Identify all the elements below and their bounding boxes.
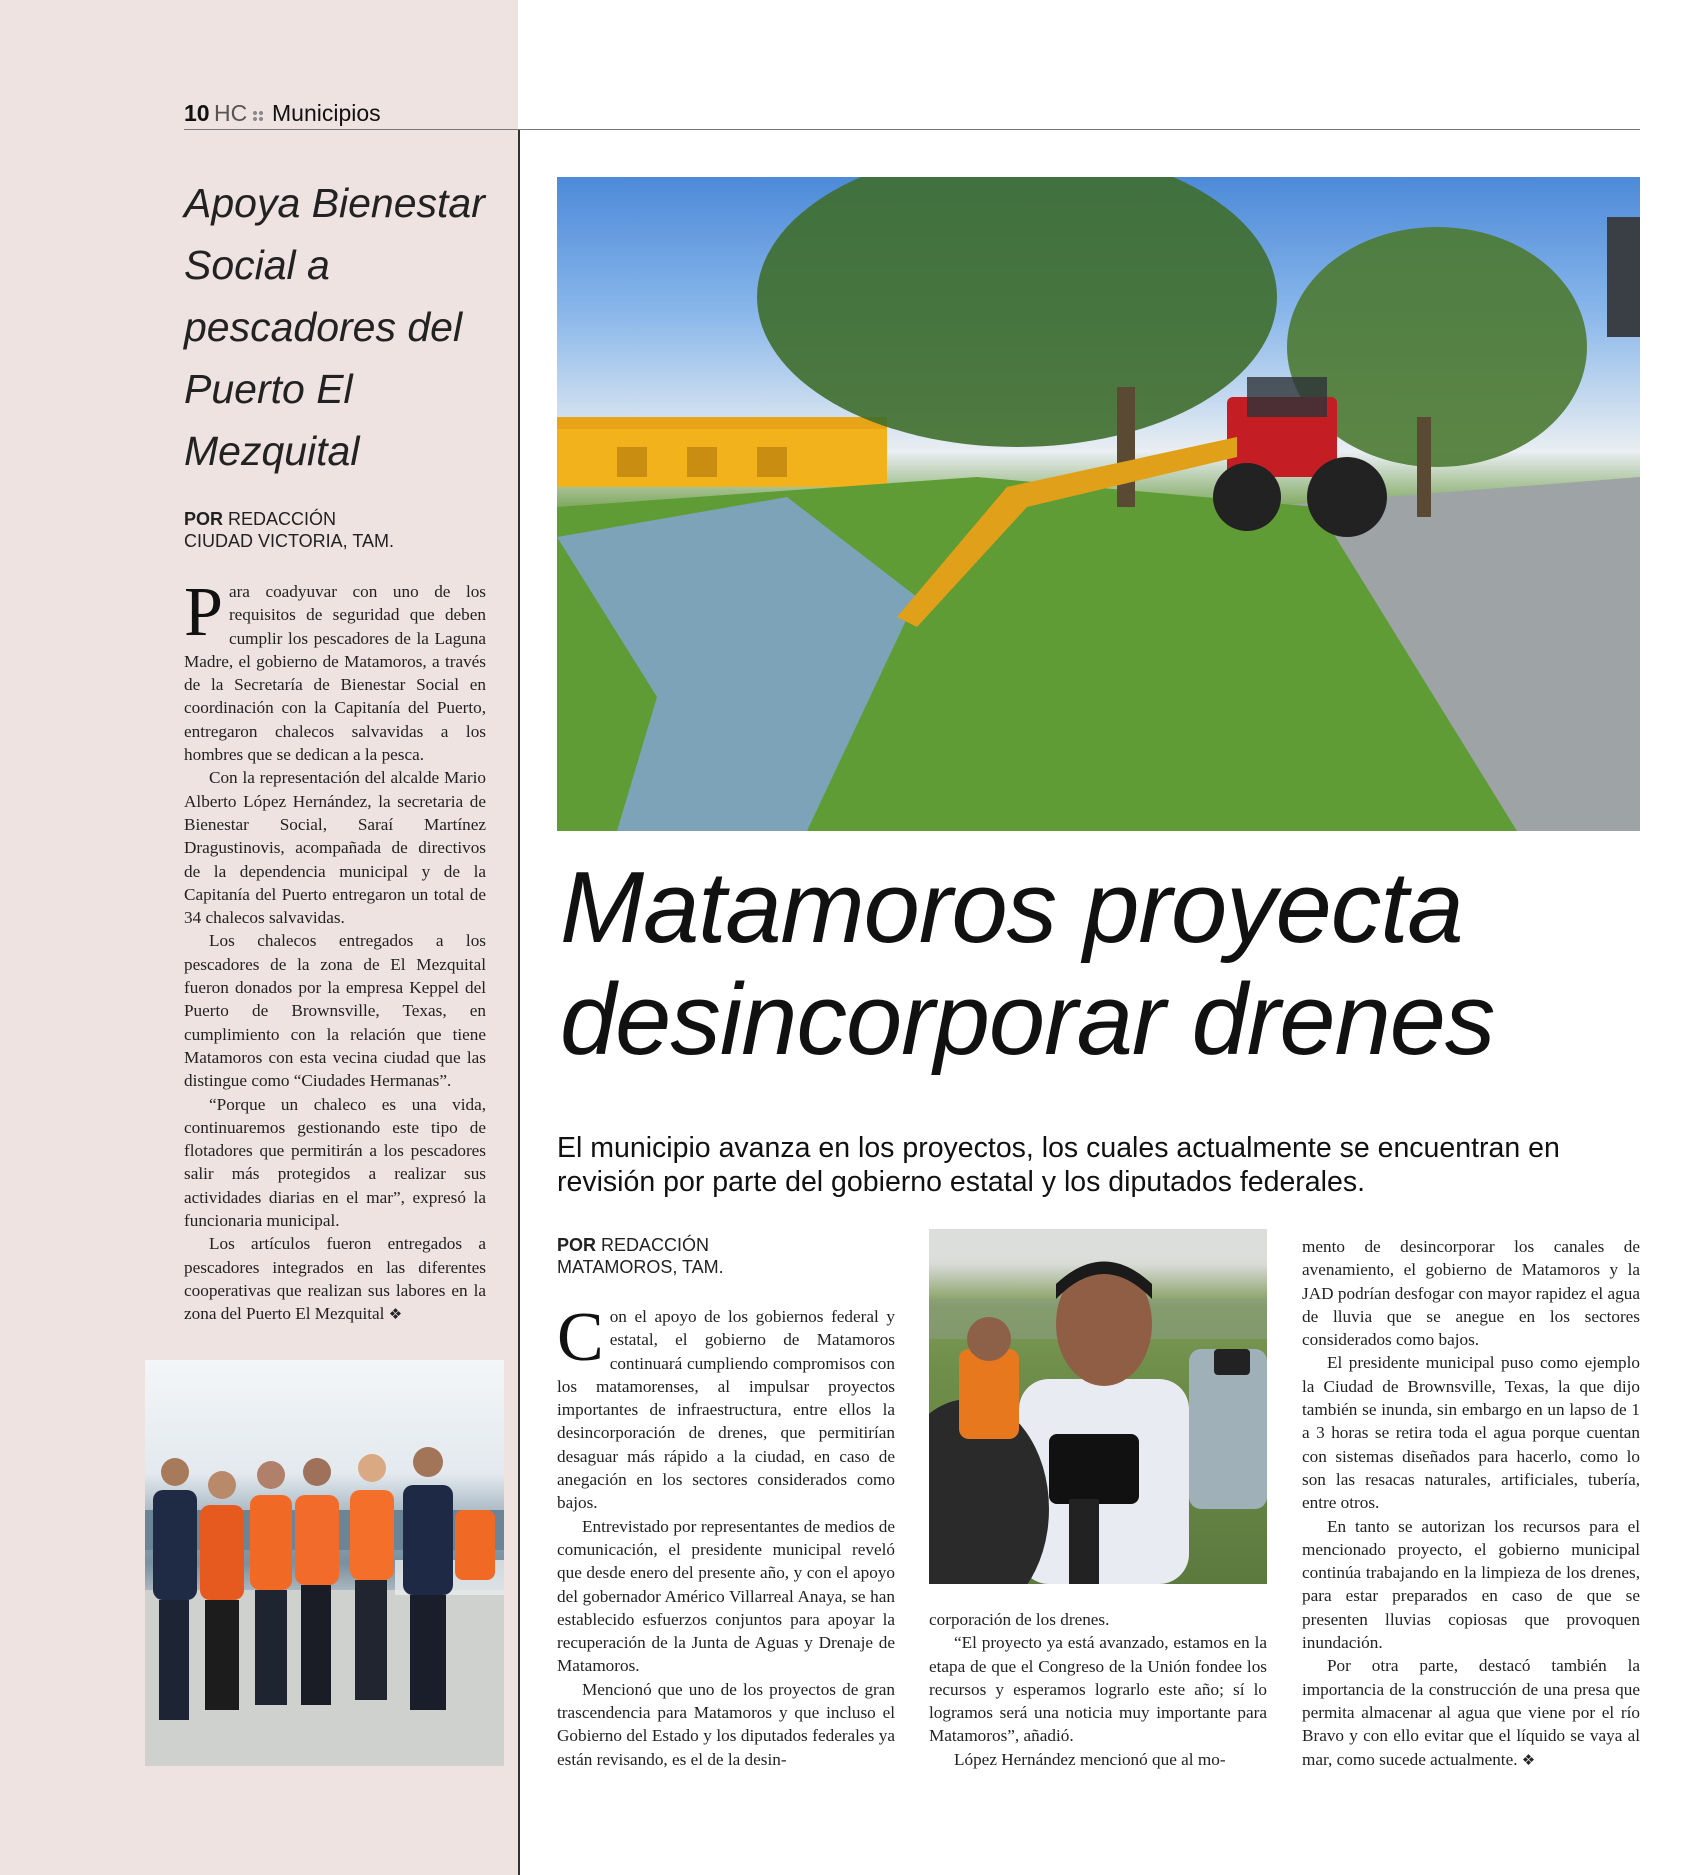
tractor-mowing-drain-photo: [557, 177, 1640, 831]
column-divider: [518, 130, 520, 1875]
main-headline: [560, 852, 1650, 1076]
fishermen-lifevests-photo: [145, 1360, 504, 1766]
dropcap: C: [557, 1299, 604, 1376]
paragraph: Con el apoyo de los gobiernos federal y estatal, el gobierno de Matamoros continuará cumpliendo compromisos con los matamorenses, al impulsar proyectos importantes de infraestructura, entre ellos la desincorporación de drenes, que permitirían desaguar más rápido a la ciudad, en caso de anegación en los sectores considerados como bajos.: [557, 1299, 895, 1513]
separator-dots-icon: [252, 110, 264, 122]
main-byline: [557, 1234, 877, 1278]
paragraph: Los chalecos entregados a los pescadores de la zona de El Mezquital fueron donados por la empresa Keppel del Puerto de Brownsville, Texas, en cumplimiento con la relación que tiene Matamoros con esta vecina ciudad que las distingue como “Ciudades Hermanas”.: [184, 931, 486, 1091]
paragraph: Con la representación del alcalde Mario Alberto López Hernández, la secretaria de Bienestar Social, Saraí Martínez Dragustinovis, acompañada de directivos de la dependencia municipal y de la Capitanía del Puerto entregaron un total de 34 chalecos salvavidas.: [184, 768, 486, 928]
main-article-column-3: [1302, 1235, 1640, 1772]
headline-line: Matamoros proyecta: [560, 852, 1463, 964]
end-mark-icon: ❖: [1521, 1750, 1536, 1769]
subheadline: El municipio avanza en los proyectos, los cuales actualmente se encuentran en revisión por parte del gobierno estatal y los diputados federales.: [557, 1132, 1560, 1198]
paragraph: López Hernández mencionó que al mo-: [954, 1749, 1226, 1769]
byline-author: REDACCIÓN: [228, 509, 337, 529]
paragraph: Por otra parte, destacó también la importancia de la construcción de una presa que permita almacenar al agua que viene por el río Bravo y con ello evitar que el líquido se vaya al mar, como sucede actualmente. ❖: [1302, 1656, 1640, 1769]
headline-line: desincorporar drenes: [560, 964, 1495, 1076]
byline-location: CIUDAD VICTORIA, TAM.: [184, 531, 395, 551]
byline-author: REDACCIÓN: [601, 1235, 710, 1255]
sidebar-headline: Apoya Bienestar Social a pescadores del Puerto El Mezquital: [184, 180, 485, 474]
byline-prefix: POR: [557, 1235, 597, 1255]
publication-name: HC: [214, 100, 248, 126]
paragraph: “El proyecto ya está avanzado, estamos en la etapa de que el Congreso de la Unión fondee los recursos y esperamos lograrlo este año; sí lo logramos será una noticia muy importante para Matamoros”, añadió.: [929, 1633, 1267, 1746]
paragraph: “Porque un chaleco es una vida, continuaremos gestionando este tipo de flotadores que permitirán a los pescadores salir más protegidos a realizar sus actividades diarias en el mar”, expresó la funcionaria municipal.: [184, 1094, 486, 1231]
paragraph: mento de desincorporar los canales de avenamiento, el gobierno de Matamoros y la JAD podrían desfogar con mayor rapidez el agua de lluvia que se anegue en los sectores considerados como bajos.: [1302, 1237, 1640, 1350]
byline-prefix: POR: [184, 509, 224, 529]
dropcap: P: [184, 574, 223, 651]
mayor-interview-photo: [929, 1229, 1267, 1584]
end-mark-icon: ❖: [388, 1305, 403, 1324]
paragraph: Entrevistado por representantes de medios de comunicación, el presidente municipal reveló que desde enero del presente año, y con el apoyo del gobernador Américo Villarreal Anaya, se han establecido esfuerzos conjuntos para apoyar la recuperación de la Junta de Aguas y Drenaje de Matamoros.: [557, 1516, 895, 1676]
paragraph: Los artículos fueron entregados a pescadores integrados en las diferentes cooperativas que realizan sus labores en la zona del Puerto El Mezquital ❖: [184, 1234, 486, 1324]
paragraph: Para coadyuvar con uno de los requisitos de seguridad que deben cumplir los pescadores de la Laguna Madre, el gobierno de Matamoros, a través de la Secretaría de Bienestar Social en coordinación con la Capitanía del Puerto, entregaron chalecos salvavidas a los hombres que se dedican a la pesca.: [184, 574, 486, 765]
paragraph: Mencionó que uno de los proyectos de gran trascendencia para Matamoros y que incluso el Gobierno del Estado y los diputados federales ya están revisando, es el de la desin-: [557, 1679, 895, 1769]
paragraph: corporación de los drenes.: [929, 1610, 1110, 1629]
byline-location: MATAMOROS, TAM.: [557, 1257, 724, 1277]
main-article-column-1: [557, 1299, 895, 1771]
page-header: [184, 100, 1640, 130]
main-article-column-2: [929, 1608, 1267, 1771]
sidebar-article-body: [184, 574, 486, 1327]
section-name: Municipios: [272, 100, 381, 126]
page-number: 10: [184, 100, 210, 126]
sidebar-byline: [184, 508, 504, 552]
paragraph: En tanto se autorizan los recursos para el mencionado proyecto, el gobierno municipal continúa trabajando en la limpieza de los drenes, para estar preparados en caso de que se presenten lluvias copiosas que provoquen inundación.: [1302, 1516, 1640, 1653]
paragraph: El presidente municipal puso como ejemplo la Ciudad de Brownsville, Texas, la que dijo también se inunda, sin embargo en un lapso de 1 a 3 horas se retira toda el agua porque cuentan con sistemas diseñados para hacerlo, como lo son las resacas naturales, artificiales, tubería, entre otros.: [1302, 1353, 1640, 1513]
header-rule: [184, 129, 1640, 130]
